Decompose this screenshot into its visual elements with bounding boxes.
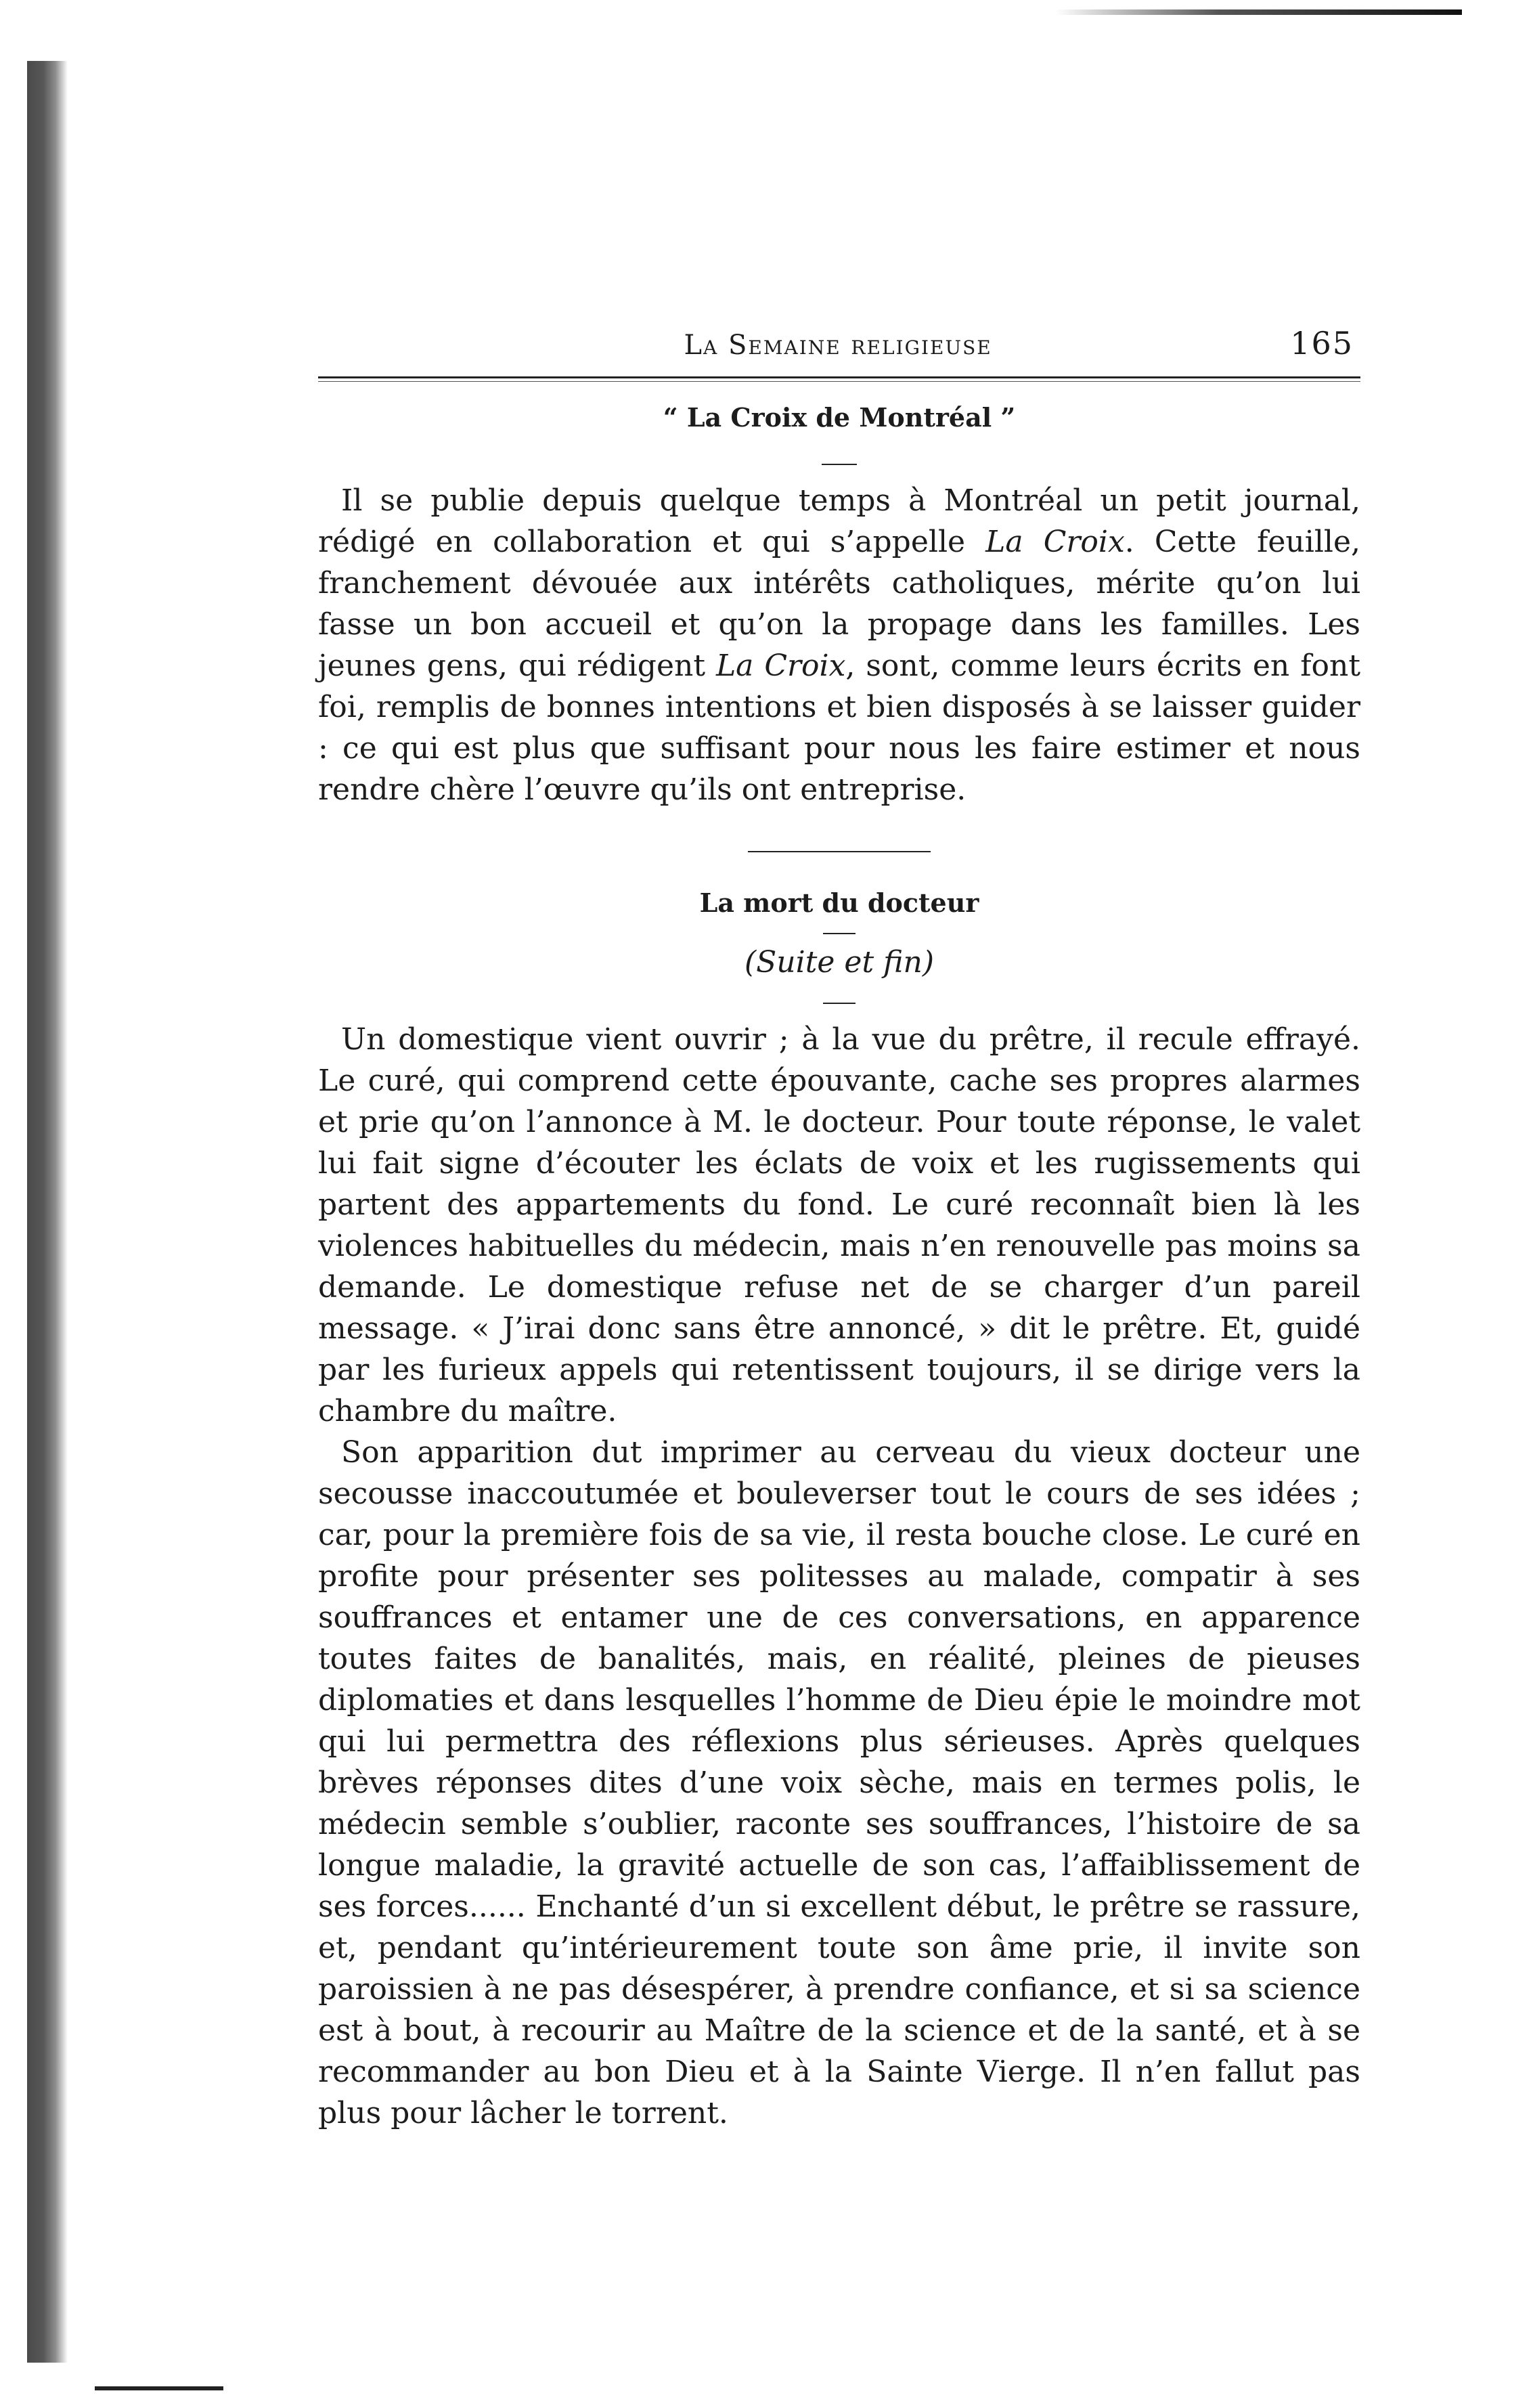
article1-text-e: , sont, comme leurs écrits en font foi, remplis de bonnes intentions et bien disposés à se laisser guider : ce qui est plus que suffisant pour nous les faire estimer et nous rendre chère l’œuvre qu’ils ont entreprise. — [318, 649, 1360, 807]
page-number: 165 — [1290, 325, 1354, 362]
article2-subtitle: (Suite et fin) — [745, 945, 934, 980]
scan-bottom-mark — [95, 2386, 223, 2390]
article2-title: La mort du docteur — [699, 888, 979, 918]
journal-name-1: La Croix — [985, 525, 1125, 559]
article1-title: “ La Croix de Montréal ” — [663, 402, 1016, 433]
article1-text-c: . Cette feuille, franchement dévouée aux intérêts catholiques, mérite qu’on lui fasse un bon accueil et qu’on la propage dans les familles. Les jeunes gens, qui rédigent — [318, 525, 1360, 683]
running-head — [318, 325, 1360, 362]
page-body — [318, 325, 1360, 2134]
scan-binding-edge — [27, 61, 68, 2363]
scan-top-mark — [1056, 9, 1462, 15]
title-dash — [823, 933, 856, 934]
title-dash — [822, 464, 857, 465]
journal-name-2: La Croix — [715, 649, 846, 683]
article1-text-a: Il se publie depuis quelque temps à Montréal un petit journal, rédigé en collaboration et qui s’appelle — [318, 483, 1360, 559]
article1-paragraph — [318, 480, 1360, 810]
subtitle-dash — [823, 1003, 856, 1004]
article2-paragraph-2: Son apparition dut imprimer au cerveau du vieux docteur une secousse inaccoutumée et bouleverser tout le cours de ses idées ; car, pour la première fois de sa vie, il resta bouche close. Le curé en profite pour présenter ses politesses au malade, compatir à ses souffrances et entamer une de ces conversations, en apparence toutes faites de banalités, mais, en réalité, pleines de pieuses diplomaties et dans lesquelles l’homme de Dieu épie le moindre mot qui lui permettra des réflexions plus sérieuses. Après quelques brèves réponses dites d’une voix sèche, mais en termes polis, le médecin semble s’oublier, raconte ses souffrances, l’histoire de sa longue maladie, la gravité actuelle de son cas, l’affaiblissement de ses forces...... Enchanté d’un si excellent début, le prêtre se rassure, et, pendant qu’intérieurement toute son âme prie, il invite son paroissien à ne pas désespérer, à prendre confiance, et si sa science est à bout, à recourir au Maître de la science et de la santé, et à se recommander au bon Dieu et à la Sainte Vierge. Il n’en fallut pas plus pour lâcher le torrent. — [318, 1435, 1360, 2130]
article2-paragraph-1: Un domestique vient ouvrir ; à la vue du prêtre, il recule effrayé. Le curé, qui comprend cette épouvante, cache ses propres alarmes et prie qu’on l’annonce à M. le docteur. Pour toute réponse, le valet lui fait signe d’écouter les éclats de voix et les rugissements qui partent des appartements du fond. Le curé reconnaît bien là les violences habituelles du médecin, mais n’en renouvelle pas moins sa demande. Le domestique refuse net de se charger d’un pareil message. « J’irai donc sans être annoncé, » dit le prêtre. Et, guidé par les furieux appels qui retentissent toujours, il se dirige vers la chambre du maître. — [318, 1022, 1360, 1428]
article-separator — [748, 851, 931, 852]
header-rule — [318, 376, 1360, 382]
running-title: La Semaine religieuse — [684, 330, 992, 361]
